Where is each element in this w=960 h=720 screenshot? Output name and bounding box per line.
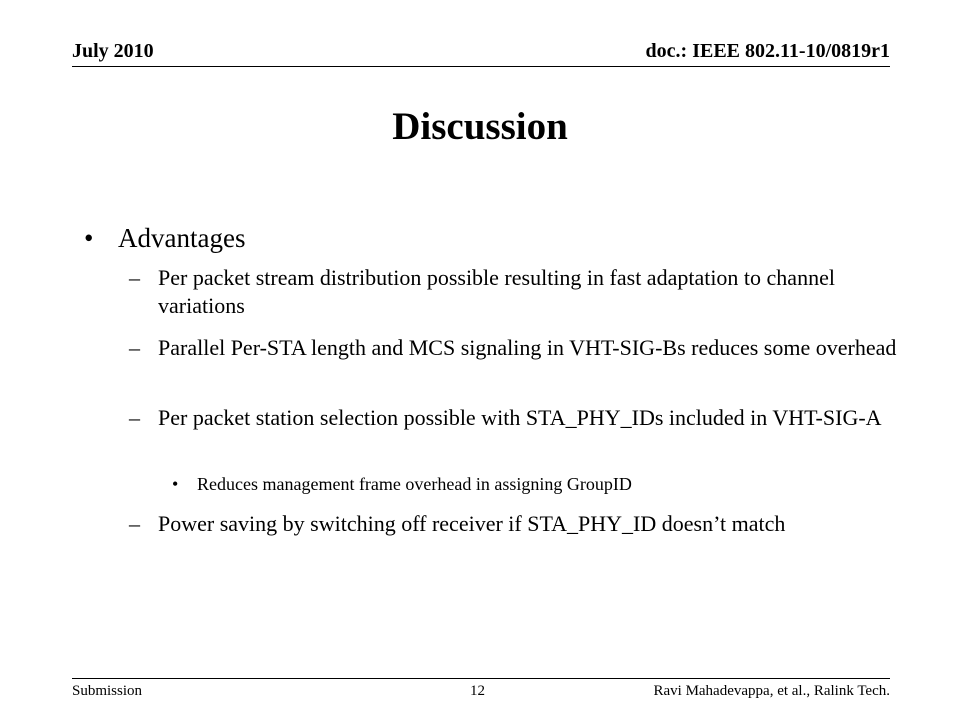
footer-rule: [72, 678, 890, 679]
footer-author: Ravi Mahadevappa, et al., Ralink Tech.: [653, 683, 890, 699]
header-doc-id: doc.: IEEE 802.11-10/0819r1: [645, 40, 890, 62]
sub-bullet-1: [129, 264, 899, 320]
dash-glyph: –: [129, 335, 140, 360]
footer-submission: Submission: [72, 683, 143, 699]
sub-bullet-text: Per packet station selection possible with STA_PHY_IDs included in VHT-SIG-A: [158, 405, 882, 430]
dash-glyph: –: [129, 405, 140, 430]
sub-bullet-4: [129, 510, 899, 538]
header-rule: [72, 66, 890, 67]
bullet-text: Advantages: [118, 223, 246, 253]
sub-bullet-text: Power saving by switching off receiver if STA_PHY_ID doesn’t match: [158, 511, 786, 536]
bullet-glyph: •: [172, 474, 179, 494]
sub-sub-bullet-text: Reduces management frame overhead in assigning GroupID: [197, 474, 632, 494]
sub-bullet-2: [129, 334, 899, 362]
sub-bullet-text: Parallel Per-STA length and MCS signaling in VHT-SIG-Bs reduces some overhead: [158, 335, 897, 360]
footer-page-number: 12: [470, 683, 485, 699]
slide-title: Discussion: [392, 105, 568, 148]
dash-glyph: –: [129, 511, 140, 536]
bullet-glyph: •: [84, 223, 94, 253]
sub-sub-bullet-1: [172, 472, 892, 496]
header-date: July 2010: [72, 40, 154, 62]
sub-bullet-3: [129, 404, 899, 432]
dash-glyph: –: [129, 265, 140, 290]
sub-bullet-text: Per packet stream distribution possible resulting in fast adaptation to channel variations: [158, 265, 835, 318]
